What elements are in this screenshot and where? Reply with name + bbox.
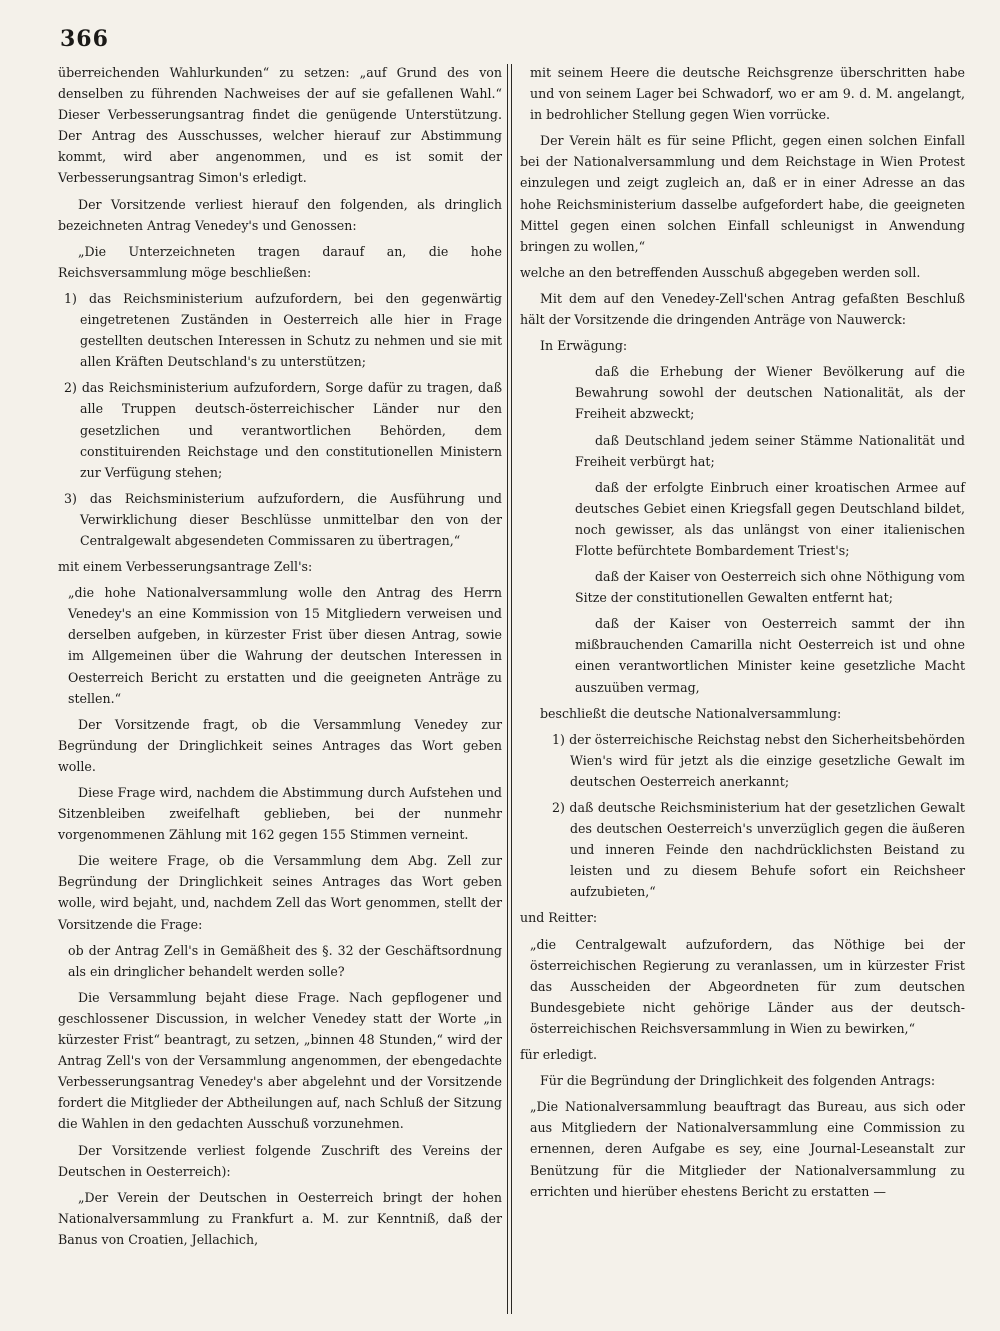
right-paragraph: daß der erfolgte Einbruch einer kroatischen Armee auf deutsches Gebiet einen Kriegsfall gegen Deutschland bildet, noch gewisser, als das unlängst von einer italienischen Flotte befürchtete Bombardement Triest's;: [575, 479, 965, 558]
left-paragraph: Die weitere Frage, ob die Versammlung dem Abg. Zell zur Begründung der Dringlichkeit seines Antrages das Wort geben wolle, wird bejaht, und, nachdem Zell das Wort genommen, stellt der Vorsitzende die Frage:: [58, 853, 502, 932]
right-paragraph: daß der Kaiser von Oesterreich sich ohne Nöthigung vom Sitze der constitutionellen Gewalten entfernt hat;: [575, 569, 965, 606]
left-paragraph: 1) das Reichsministerium aufzufordern, bei den gegenwärtig eingetretenen Zuständen in Oesterreich alle hier in Frage gestellten deutschen Interessen in Schutz zu nehmen und sie mit allen Kräften Deutschland's zu unterstützen;: [64, 290, 502, 370]
right-paragraph: In Erwägung:: [540, 338, 628, 354]
left-paragraph: mit einem Verbesserungsantrage Zell's:: [58, 559, 313, 575]
left-paragraph: Die Versammlung bejaht diese Frage. Nach gepflogener und geschlossener Discussion, in welcher Venedey statt der Worte „in kürzester Frist“ beantragt, zu setzen, „binnen 48 Stunden,“ wird der Antrag Zell's von der Versammlung angenommen, der ebengedachte Verbesserungsantrag Venedey's aber abgelehnt und der Vorsitzende fordert die Mitglieder der Abtheilungen auf, nach Schluß der Sitzung die Wahlen in den gedachten Ausschuß vorzunehmen.: [58, 989, 502, 1132]
left-paragraph: ob der Antrag Zell's in Gemäßheit des §. 32 der Geschäftsordnung als ein dringlicher behandelt werden solle?: [68, 942, 502, 979]
right-paragraph: 1) der österreichische Reichstag nebst den Sicherheitsbehörden Wien's wird für jetzt als die einzige gesetzliche Gewalt im deutschen Oesterreich anerkannt;: [552, 731, 965, 789]
right-paragraph: Der Verein hält es für seine Pflicht, gegen einen solchen Einfall bei der Nationalversammlung und dem Reichstage in Wien Protest einzulegen und zeigt zugleich an, daß er in einer Adresse an das hohe Reichsministerium dasselbe aufgefordert habe, die geeigneten Mittel gegen einen solchen Einfall schleunigst in Anwendung bringen zu wollen,“: [520, 133, 965, 254]
right-paragraph: daß die Erhebung der Wiener Bevölkerung auf die Bewahrung sowohl der deutschen Nationalität, als der Freiheit abzweckt;: [575, 364, 965, 422]
right-paragraph: welche an den betreffenden Ausschuß abgegeben werden soll.: [520, 264, 921, 280]
left-paragraph: „Der Verein der Deutschen in Oesterreich bringt der hohen Nationalversammlung zu Frankfurt a. M. zur Kenntniß, daß der Banus von Croatien, Jellachich,: [58, 1189, 502, 1247]
right-paragraph: 2) daß deutsche Reichsministerium hat der gesetzlichen Gewalt des deutschen Oesterreich's unverzüglich gegen die äußeren und inneren Feinde den nachdrücklichsten Beistand zu leisten und zu diesem Behufe sofort ein Reichsheer aufzubieten,“: [552, 800, 965, 900]
right-column: [520, 62, 965, 1207]
left-paragraph: Der Vorsitzende verliest hierauf den folgenden, als dringlich bezeichneten Antrag Venedey's und Genossen:: [58, 196, 502, 233]
left-paragraph: 2) das Reichsministerium aufzufordern, Sorge dafür zu tragen, daß alle Truppen deutsch-österreichischer Länder nur den gesetzlichen und verantwortlichen Behörden, dem constituirenden Reichstage und den constitutionellen Ministern zur Verfügung stehen;: [64, 380, 502, 480]
left-paragraph: überreichenden Wahlurkunden“ zu setzen: „auf Grund des von denselben zu führenden Nachweises der auf sie gefallenen Wahl.“ Dieser Verbesserungsantrag findet die genügende Unterstützung. Der Antrag des Ausschusses, welcher hierauf zur Abstimmung kommt, wird aber angenommen, und es ist somit der Verbesserungsantrag Simon's erledigt.: [58, 65, 502, 186]
right-paragraph: mit seinem Heere die deutsche Reichsgrenze überschritten habe und von seinem Lager bei Schwadorf, wo er am 9. d. M. angelangt, in bedrohlicher Stellung gegen Wien vorrücke.: [530, 65, 965, 123]
left-column: [58, 62, 502, 1255]
right-paragraph: Für die Begründung der Dringlichkeit des folgenden Antrags:: [540, 1073, 936, 1089]
left-paragraph: 3) das Reichsministerium aufzufordern, die Ausführung und Verwirklichung dieser Beschlüsse unmittelbar den von der Centralgewalt abgesendeten Commissaren zu übertragen,“: [64, 490, 502, 548]
right-paragraph: für erledigt.: [520, 1047, 597, 1063]
column-divider: [507, 64, 512, 1314]
right-paragraph: „Die Nationalversammlung beauftragt das Bureau, aus sich oder aus Mitgliedern der Nationalversammlung eine Commission zu ernennen, deren Aufgabe es sey, eine Journal-Leseanstalt zur Benützung für die Mitglieder der Nationalversammlung zu errichten und hierüber ehestens Bericht zu erstatten —: [530, 1099, 965, 1199]
left-paragraph: „Die Unterzeichneten tragen darauf an, die hohe Reichsversammlung möge beschließen:: [58, 243, 502, 280]
right-paragraph: beschließt die deutsche Nationalversammlung:: [540, 705, 842, 721]
left-paragraph: Der Vorsitzende verliest folgende Zuschrift des Vereins der Deutschen in Oesterreich):: [58, 1142, 502, 1179]
right-paragraph: daß der Kaiser von Oesterreich sammt der ihn mißbrauchenden Camarilla nicht Oesterreich ist und ohne einen verantwortlichen Minister keine gesetzliche Macht auszuüben vermag,: [575, 616, 965, 695]
left-paragraph: „die hohe Nationalversammlung wolle den Antrag des Herrn Venedey's an eine Kommission von 15 Mitgliedern verweisen und derselben aufgeben, in kürzester Frist über diesen Antrag, sowie im Allgemeinen über die Wahrung der deutschen Interessen in Oesterreich Bericht zu erstatten und die geeigneten Anträge zu stellen.“: [68, 585, 502, 706]
right-paragraph: „die Centralgewalt aufzufordern, das Nöthige bei der österreichischen Regierung zu veranlassen, um in kürzester Frist das Ausscheiden der Abgeordneten für zum deutschen Bundesgebiete nicht gehörige Länder aus der deutsch-österreichischen Reichsversammlung in Wien zu bewirken,“: [530, 936, 965, 1036]
right-paragraph: Mit dem auf den Venedey-Zell'schen Antrag gefaßten Beschluß hält der Vorsitzende die dringenden Anträge von Nauwerck:: [520, 290, 965, 328]
left-paragraph: Der Vorsitzende fragt, ob die Versammlung Venedey zur Begründung der Dringlichkeit seines Antrages das Wort geben wolle.: [58, 716, 502, 774]
right-paragraph: daß Deutschland jedem seiner Stämme Nationalität und Freiheit verbürgt hat;: [575, 432, 965, 469]
right-paragraph: und Reitter:: [520, 910, 598, 926]
left-paragraph: Diese Frage wird, nachdem die Abstimmung durch Aufstehen und Sitzenbleiben zweifelhaft geblieben, bei der nunmehr vorgenommenen Zählung mit 162 gegen 155 Stimmen verneint.: [58, 785, 502, 843]
page-number: 366: [60, 26, 109, 52]
